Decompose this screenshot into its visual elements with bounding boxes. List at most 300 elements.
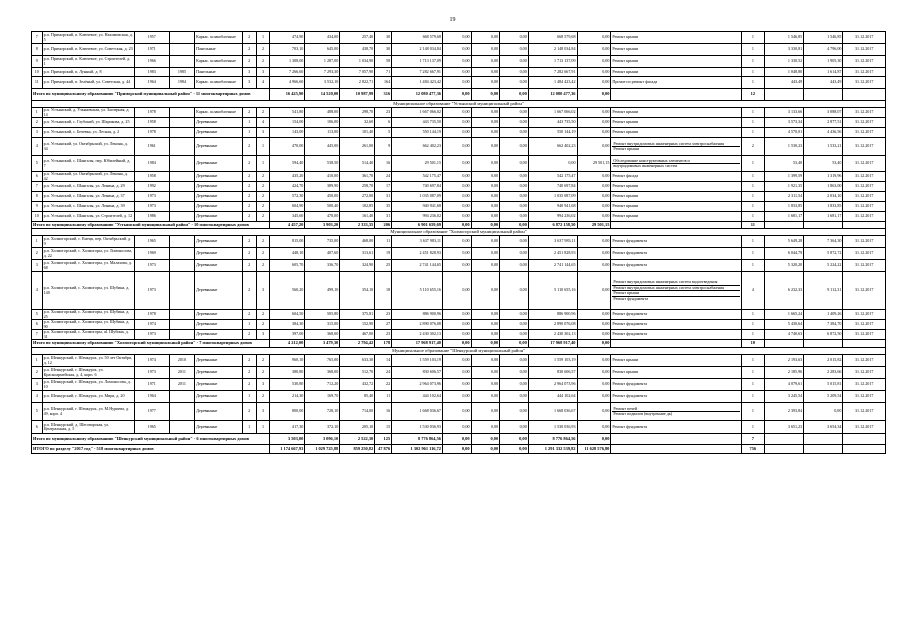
living-area-cell: 765,00 [305, 355, 340, 367]
year-built-cell: 1965 [134, 236, 169, 248]
regional-funds-cell: 0,00 [471, 202, 500, 212]
residents-cell: 5 [375, 128, 392, 138]
residents-cell: 23 [375, 310, 392, 320]
row-number-cell: 7 [32, 32, 43, 44]
unit-cost-cell: 3 573,34 [765, 118, 804, 128]
residential-area-cell: 313,61 [340, 248, 375, 260]
completion-date-cell: 31.12.2017 [843, 330, 886, 340]
subtotal-regional-funds: 0,00 [471, 445, 500, 454]
year-built-cell: 1978 [134, 108, 169, 118]
row-number-cell: 4 [32, 138, 43, 156]
unit-cost-cell: 5 649,28 [765, 236, 804, 248]
year-built-cell: 1971 [134, 379, 169, 391]
address-cell: р.п. Устьянский, ул. Октябрьский, ул. Ленина, д. 34 [42, 138, 134, 156]
total-area-cell: 604,90 [270, 202, 305, 212]
subtotal-label: Итого по муниципальному образованию "Приморский муниципальный район" - 11 многоквартирных домов [32, 89, 270, 101]
living-area-cell: 445,00 [305, 138, 340, 156]
municipal-funds-cell: 0,00 [500, 379, 529, 391]
subtotal-federal-funds: 0,00 [442, 434, 471, 445]
entrances-cell: 1 [256, 156, 270, 172]
repair-work-type-cell: Ремонт крыши [611, 182, 741, 192]
other-funds-cell: 0,00 [577, 212, 611, 222]
section-header-row [32, 101, 886, 108]
repair-work-item: внутридомовых инженерных систем [613, 163, 678, 168]
total-area-cell: 594,40 [270, 156, 305, 172]
residential-area-cell: 514,40 [340, 156, 375, 172]
wall-material-cell: Панельные [195, 44, 243, 56]
regional-funds-cell: 0,00 [471, 182, 500, 192]
wall-material-cell: Деревянные [195, 310, 243, 320]
unit-cost-cell: 1 833,85 [765, 202, 804, 212]
subtotal-residential-area: 2 333,35 [340, 222, 375, 229]
federal-funds-cell: 0,00 [442, 391, 471, 403]
subtotal-limit-cost [804, 445, 843, 454]
year-built-cell: 1958 [134, 118, 169, 128]
residential-area-cell: 2 822,71 [340, 77, 375, 89]
total-cost-cell: 740 697,84 [392, 182, 443, 192]
federal-funds-cell: 0,00 [442, 156, 471, 172]
total-area-cell: 424,70 [270, 182, 305, 192]
table-row [32, 310, 886, 320]
wall-material-cell: Каркас. шлакоблочные [195, 108, 243, 118]
entrances-cell: 3 [256, 68, 270, 77]
total-cost-cell: 2 741 144,65 [392, 260, 443, 272]
unit-cost-cell: 3 330,81 [765, 44, 804, 56]
work-count-cell: 1 [741, 330, 764, 340]
subtotal-row [32, 445, 886, 454]
year-built-cell: 1957 [134, 32, 169, 44]
entrances-cell: 2 [256, 310, 270, 320]
living-area-cell: 728,10 [305, 403, 340, 421]
subtotal-municipal-funds: 0,00 [500, 340, 529, 348]
municipal-funds-cell: 0,00 [500, 172, 529, 182]
total-area-cell: 560,20 [270, 272, 305, 310]
unit-cost-cell: 4 079,61 [765, 379, 804, 391]
row-number-cell: 5 [32, 403, 43, 421]
other-funds-cell: 0,00 [577, 421, 611, 434]
section-header-row [32, 348, 886, 355]
municipal-funds-cell: 0,00 [500, 403, 529, 421]
total-cost-cell: 662 402,23 [392, 138, 443, 156]
living-area-cell: 372,10 [305, 421, 340, 434]
residents-cell: 164 [375, 77, 392, 89]
subtotal-repair-work-type [611, 434, 741, 445]
repair-work-type-cell: Ремонт крыши [611, 355, 741, 367]
address-cell: р.п. Холмогорский, с. Холмогоры, ул. Малахова, д. 68 [42, 260, 134, 272]
subtotal-unit-cost [765, 340, 804, 348]
subtotal-total-area: 1 174 667,93 [270, 445, 305, 454]
subtotal-row [32, 89, 886, 101]
year-last-repair-cell: 2011 [169, 379, 194, 391]
repair-work-type-cell [611, 272, 741, 310]
other-funds-cell: 0,00 [577, 367, 611, 379]
total-area-cell: 4 966,60 [270, 77, 305, 89]
residential-area-cell: 438,70 [340, 44, 375, 56]
completion-date-cell: 31.12.2017 [843, 202, 886, 212]
other-funds-cell: 0,00 [577, 320, 611, 330]
year-built-cell: 1984 [134, 156, 169, 172]
year-built-cell: 1961 [134, 138, 169, 156]
owners-funds-cell: 443 735,50 [528, 118, 577, 128]
wall-material-cell: Каркас. шлакоблочные [195, 32, 243, 44]
year-last-repair-cell [169, 403, 194, 421]
limit-cost-cell: 2 034,10 [804, 192, 843, 202]
residents-cell: 23 [375, 330, 392, 340]
unit-cost-cell: 443,49 [765, 77, 804, 89]
subtotal-limit-cost [804, 340, 843, 348]
owners-funds-cell: 1 530 036,93 [528, 421, 577, 434]
other-funds-cell: 0,00 [577, 182, 611, 192]
total-area-cell: 530,80 [270, 379, 305, 391]
total-cost-cell: 2 148 034,84 [392, 44, 443, 56]
work-count-cell: 1 [741, 44, 764, 56]
subtotal-unit-cost [765, 445, 804, 454]
entrances-cell: 2 [256, 260, 270, 272]
other-funds-cell: 0,00 [577, 44, 611, 56]
row-number-cell: 3 [32, 260, 43, 272]
completion-date-cell: 31.12.2017 [843, 236, 886, 248]
table-row [32, 367, 886, 379]
year-last-repair-cell: 2011 [169, 367, 194, 379]
work-count-cell: 1 [741, 68, 764, 77]
table-row [32, 118, 886, 128]
total-cost-cell: 1 559 103,19 [392, 355, 443, 367]
row-number-cell: 1 [32, 355, 43, 367]
completion-date-cell: 31.12.2017 [843, 32, 886, 44]
regional-funds-cell: 0,00 [471, 320, 500, 330]
year-last-repair-cell [169, 320, 194, 330]
owners-funds-cell: 1 035 087,09 [528, 192, 577, 202]
subtotal-owners-funds: 8 776 864,56 [528, 434, 577, 445]
work-count-cell: 2 [741, 138, 764, 156]
subtotal-municipal-funds: 0,00 [500, 89, 529, 101]
federal-funds-cell: 0,00 [442, 32, 471, 44]
residents-cell: 25 [375, 260, 392, 272]
limit-cost-cell: 3 654,34 [804, 421, 843, 434]
unit-cost-cell: 1 048,80 [765, 68, 804, 77]
owners-funds-cell: 2 741 144,65 [528, 260, 577, 272]
floors-cell: 2 [242, 379, 256, 391]
work-count-cell: 1 [741, 391, 764, 403]
limit-cost-cell: 4 796,00 [804, 44, 843, 56]
municipal-funds-cell: 0,00 [500, 236, 529, 248]
unit-cost-cell: 1 921,35 [765, 182, 804, 192]
floors-cell: 2 [242, 32, 256, 44]
floors-cell: 2 [242, 156, 256, 172]
residents-cell: 18 [375, 272, 392, 310]
work-count-cell: 1 [741, 192, 764, 202]
federal-funds-cell: 0,00 [442, 272, 471, 310]
wall-material-cell: Деревянные [195, 236, 243, 248]
wall-material-cell: Деревянные [195, 272, 243, 310]
municipality-section-title: Муниципальное образование "Устьянский муниципальный район" [32, 101, 886, 108]
subtotal-residents: 316 [375, 89, 392, 101]
residential-area-cell: 432,72 [340, 379, 375, 391]
year-last-repair-cell [169, 421, 194, 434]
repair-work-item: Ремонт печей [612, 407, 739, 413]
entrances-cell: 4 [256, 118, 270, 128]
unit-cost-cell: 2 311,54 [765, 192, 804, 202]
owners-funds-cell: 2 964 073,96 [528, 379, 577, 391]
year-built-cell: 1974 [134, 355, 169, 367]
year-last-repair-cell [169, 212, 194, 222]
other-funds-cell: 0,00 [577, 272, 611, 310]
residential-area-cell: 375,81 [340, 310, 375, 320]
total-cost-cell: 668 579,68 [392, 32, 443, 44]
limit-cost-cell: 7 384,70 [804, 320, 843, 330]
municipal-funds-cell: 0,00 [500, 182, 529, 192]
address-cell: р.п. Приморский, п. Ключевое, ул. Советская, д. 23 [42, 44, 134, 56]
subtotal-total-cost: 1 302 961 116,72 [392, 445, 443, 454]
section-header-row [32, 229, 886, 236]
living-area-cell: 7 293,30 [305, 68, 340, 77]
living-area-cell: 538,50 [305, 156, 340, 172]
repair-work-type-cell: Ремонт крыши [611, 32, 741, 44]
completion-date-cell: 31.12.2017 [843, 260, 886, 272]
living-area-cell: 500,40 [305, 202, 340, 212]
living-area-cell: 470,00 [305, 212, 340, 222]
living-area-cell: 336,70 [305, 260, 340, 272]
year-last-repair-cell: 2010 [169, 355, 194, 367]
repair-work-item: Ремонт внутридомовых инженерных систем электроснабжения [612, 286, 739, 292]
floors-cell: 1 [242, 118, 256, 128]
row-number-cell: 1 [32, 108, 43, 118]
entrances-cell: 3 [256, 128, 270, 138]
year-last-repair-cell [169, 138, 194, 156]
limit-cost-cell: 1 833,85 [804, 202, 843, 212]
regional-funds-cell: 0,00 [471, 421, 500, 434]
total-cost-cell: 1 530 036,93 [392, 421, 443, 434]
year-built-cell: 1986 [134, 212, 169, 222]
floors-cell: 3 [242, 68, 256, 77]
federal-funds-cell: 0,00 [442, 367, 471, 379]
unit-cost-cell: 5 320,20 [765, 260, 804, 272]
repair-work-type-cell: Ремонт крыши [611, 44, 741, 56]
other-funds-cell: 0,00 [577, 192, 611, 202]
wall-material-cell: Деревянные [195, 128, 243, 138]
unit-cost-cell: 1 546,85 [765, 32, 804, 44]
address-cell: р.п. Устьянский, ул. Октябрьский, ул. Ленина, д. 42 [42, 172, 134, 182]
unit-cost-cell: 1 399,59 [765, 172, 804, 182]
limit-cost-cell: 2 015,82 [804, 355, 843, 367]
total-cost-cell: 2 964 073,96 [392, 379, 443, 391]
table-row [32, 421, 886, 434]
owners-funds-cell: 2 890 076,08 [528, 320, 577, 330]
total-area-cell: 960,10 [270, 355, 305, 367]
residential-area-cell: 101,40 [340, 128, 375, 138]
floors-cell: 2 [242, 403, 256, 421]
limit-cost-cell: 1 319,96 [804, 172, 843, 182]
year-last-repair-cell [169, 118, 194, 128]
federal-funds-cell: 0,00 [442, 379, 471, 391]
subtotal-work-count: 756 [741, 445, 764, 454]
limit-cost-cell: 6 872,50 [804, 330, 843, 340]
municipal-funds-cell: 0,00 [500, 138, 529, 156]
other-funds-cell: 29 501,15 [577, 156, 611, 172]
entrances-cell: 2 [256, 367, 270, 379]
living-area-cell: 315,00 [305, 320, 340, 330]
total-cost-cell: 994 236,02 [392, 212, 443, 222]
completion-date-cell: 31.12.2017 [843, 248, 886, 260]
year-last-repair-cell [169, 391, 194, 403]
completion-date-cell: 31.12.2017 [843, 320, 886, 330]
entrances-cell: 2 [256, 320, 270, 330]
year-built-cell: 1964 [134, 77, 169, 89]
residential-area-cell: 85,40 [340, 391, 375, 403]
federal-funds-cell: 0,00 [442, 138, 471, 156]
municipal-funds-cell: 0,00 [500, 248, 529, 260]
completion-date-cell: 31.12.2017 [843, 403, 886, 421]
floors-cell: 2 [242, 330, 256, 340]
municipal-funds-cell: 0,00 [500, 272, 529, 310]
residents-cell: 17 [375, 182, 392, 192]
living-area-cell: 499,10 [305, 272, 340, 310]
limit-cost-cell: 1 681,17 [804, 212, 843, 222]
year-last-repair-cell [169, 32, 194, 44]
address-cell: р.п. Устьянский, с. Шангалы, ул. Ленина, д. 29 [42, 182, 134, 192]
limit-cost-cell: 4 436,56 [804, 128, 843, 138]
regional-funds-cell: 0,00 [471, 330, 500, 340]
work-count-cell: 1 [741, 156, 764, 172]
floors-cell: 2 [242, 248, 256, 260]
completion-date-cell: 31.12.2017 [843, 156, 886, 172]
entrances-cell: 2 [256, 182, 270, 192]
table-row [32, 108, 886, 118]
owners-funds-cell: 886 900,96 [528, 310, 577, 320]
table-row [32, 391, 886, 403]
total-cost-cell: 2 430 302,13 [392, 330, 443, 340]
row-number-cell: 8 [32, 44, 43, 56]
other-funds-cell: 0,00 [577, 118, 611, 128]
federal-funds-cell: 0,00 [442, 172, 471, 182]
regional-funds-cell: 0,00 [471, 172, 500, 182]
wall-material-cell: Деревянные [195, 138, 243, 156]
year-last-repair-cell [169, 248, 194, 260]
entrances-cell: 1 [256, 32, 270, 44]
subtotal-work-count: 10 [741, 340, 764, 348]
unit-cost-cell: 6 232,33 [765, 272, 804, 310]
address-cell: р.п. Приморский, п. Лунный, д. 8 [42, 68, 134, 77]
subtotal-total-cost: 8 776 864,56 [392, 434, 443, 445]
row-number-cell: 5 [32, 310, 43, 320]
unit-cost-cell: 3 133,66 [765, 108, 804, 118]
subtotal-total-cost: 6 901 659,69 [392, 222, 443, 229]
subtotal-work-count: 11 [741, 222, 764, 229]
completion-date-cell: 31.12.2017 [843, 421, 886, 434]
unit-cost-cell: 5 430,64 [765, 320, 804, 330]
limit-cost-cell: 5 209,54 [804, 391, 843, 403]
residents-cell: 23 [375, 108, 392, 118]
regional-funds-cell: 0,00 [471, 212, 500, 222]
regional-funds-cell: 0,00 [471, 118, 500, 128]
completion-date-cell: 31.12.2017 [843, 367, 886, 379]
residential-area-cell: 205,10 [340, 421, 375, 434]
work-count-cell: 1 [741, 367, 764, 379]
wall-material-cell: Деревянные [195, 379, 243, 391]
repair-work-type-cell: Ремонт крыши [611, 192, 741, 202]
year-last-repair-cell [169, 182, 194, 192]
work-count-cell: 1 [741, 128, 764, 138]
year-built-cell: 1973 [134, 367, 169, 379]
municipal-funds-cell: 0,00 [500, 56, 529, 68]
subtotal-row [32, 434, 886, 445]
subtotal-other-funds: 29 501,15 [577, 222, 611, 229]
year-last-repair-cell [169, 330, 194, 340]
completion-date-cell: 31.12.2017 [843, 355, 886, 367]
work-count-cell: 1 [741, 172, 764, 182]
year-built-cell: 1965 [134, 421, 169, 434]
federal-funds-cell: 0,00 [442, 68, 471, 77]
wall-material-cell: Панельные [195, 68, 243, 77]
municipal-funds-cell: 0,00 [500, 128, 529, 138]
residential-area-cell: 261,00 [340, 138, 375, 156]
other-funds-cell: 0,00 [577, 391, 611, 403]
row-number-cell: 8 [32, 192, 43, 202]
owners-funds-cell: 830 606,57 [528, 367, 577, 379]
total-area-cell: 572,30 [270, 192, 305, 202]
residents-cell: 11 [375, 236, 392, 248]
living-area-cell: 488,00 [305, 108, 340, 118]
table-row [32, 330, 886, 340]
living-area-cell: 113,00 [305, 128, 340, 138]
floors-cell: 2 [242, 56, 256, 68]
address-cell: р.п. Приморский, п. Ключевое, ул. Строителей, д. 1 [42, 56, 134, 68]
residents-cell: 30 [375, 32, 392, 44]
residential-area-cell: 324,90 [340, 260, 375, 272]
work-count-cell: 4 [741, 272, 764, 310]
repair-work-type-cell: Ремонт крыши [611, 118, 741, 128]
work-count-cell: 1 [741, 118, 764, 128]
owners-funds-cell: 2 148 034,84 [528, 44, 577, 56]
subtotal-limit-cost [804, 222, 843, 229]
regional-funds-cell: 0,00 [471, 68, 500, 77]
completion-date-cell: 31.12.2017 [843, 391, 886, 403]
floors-cell: 2 [242, 260, 256, 272]
subtotal-total-cost: 17 968 917,40 [392, 340, 443, 348]
repair-work-item: Ремонт крыши [612, 291, 739, 297]
entrances-cell: 4 [256, 77, 270, 89]
residential-area-cell: 298,70 [340, 108, 375, 118]
entrances-cell: 2 [256, 355, 270, 367]
municipal-funds-cell: 0,00 [500, 156, 529, 172]
municipal-funds-cell: 0,00 [500, 192, 529, 202]
other-funds-cell: 0,00 [577, 202, 611, 212]
residents-cell: 27 [375, 320, 392, 330]
regional-funds-cell: 0,00 [471, 367, 500, 379]
completion-date-cell: 31.12.2017 [843, 44, 886, 56]
repair-work-item: Ремонт фундамента [613, 295, 649, 301]
subtotal-label: Итого по муниципальному образованию "Шенкурский муниципальный район" - 6 многоквартирных домов [32, 434, 270, 445]
subtotal-owners-funds: 6 872 158,50 [528, 222, 577, 229]
other-funds-cell: 0,00 [577, 355, 611, 367]
regional-funds-cell: 0,00 [471, 310, 500, 320]
wall-material-cell: Деревянные [195, 421, 243, 434]
subtotal-regional-funds: 0,00 [471, 340, 500, 348]
repair-work-type-cell: Ремонт фундамента [611, 320, 741, 330]
total-area-cell: 214,30 [270, 391, 305, 403]
limit-cost-cell: 2 877,51 [804, 118, 843, 128]
wall-material-cell: Деревянные [195, 330, 243, 340]
living-area-cell: 368,00 [305, 367, 340, 379]
regional-funds-cell: 0,00 [471, 56, 500, 68]
subtotal-living-area: 3 903,20 [305, 222, 340, 229]
total-cost-cell: 1 484 423,42 [392, 77, 443, 89]
residents-cell: 19 [375, 248, 392, 260]
completion-date-cell: 31.12.2017 [843, 212, 886, 222]
total-cost-cell: 2 451 828,93 [392, 248, 443, 260]
subtotal-unit-cost [765, 222, 804, 229]
table-row [32, 128, 886, 138]
